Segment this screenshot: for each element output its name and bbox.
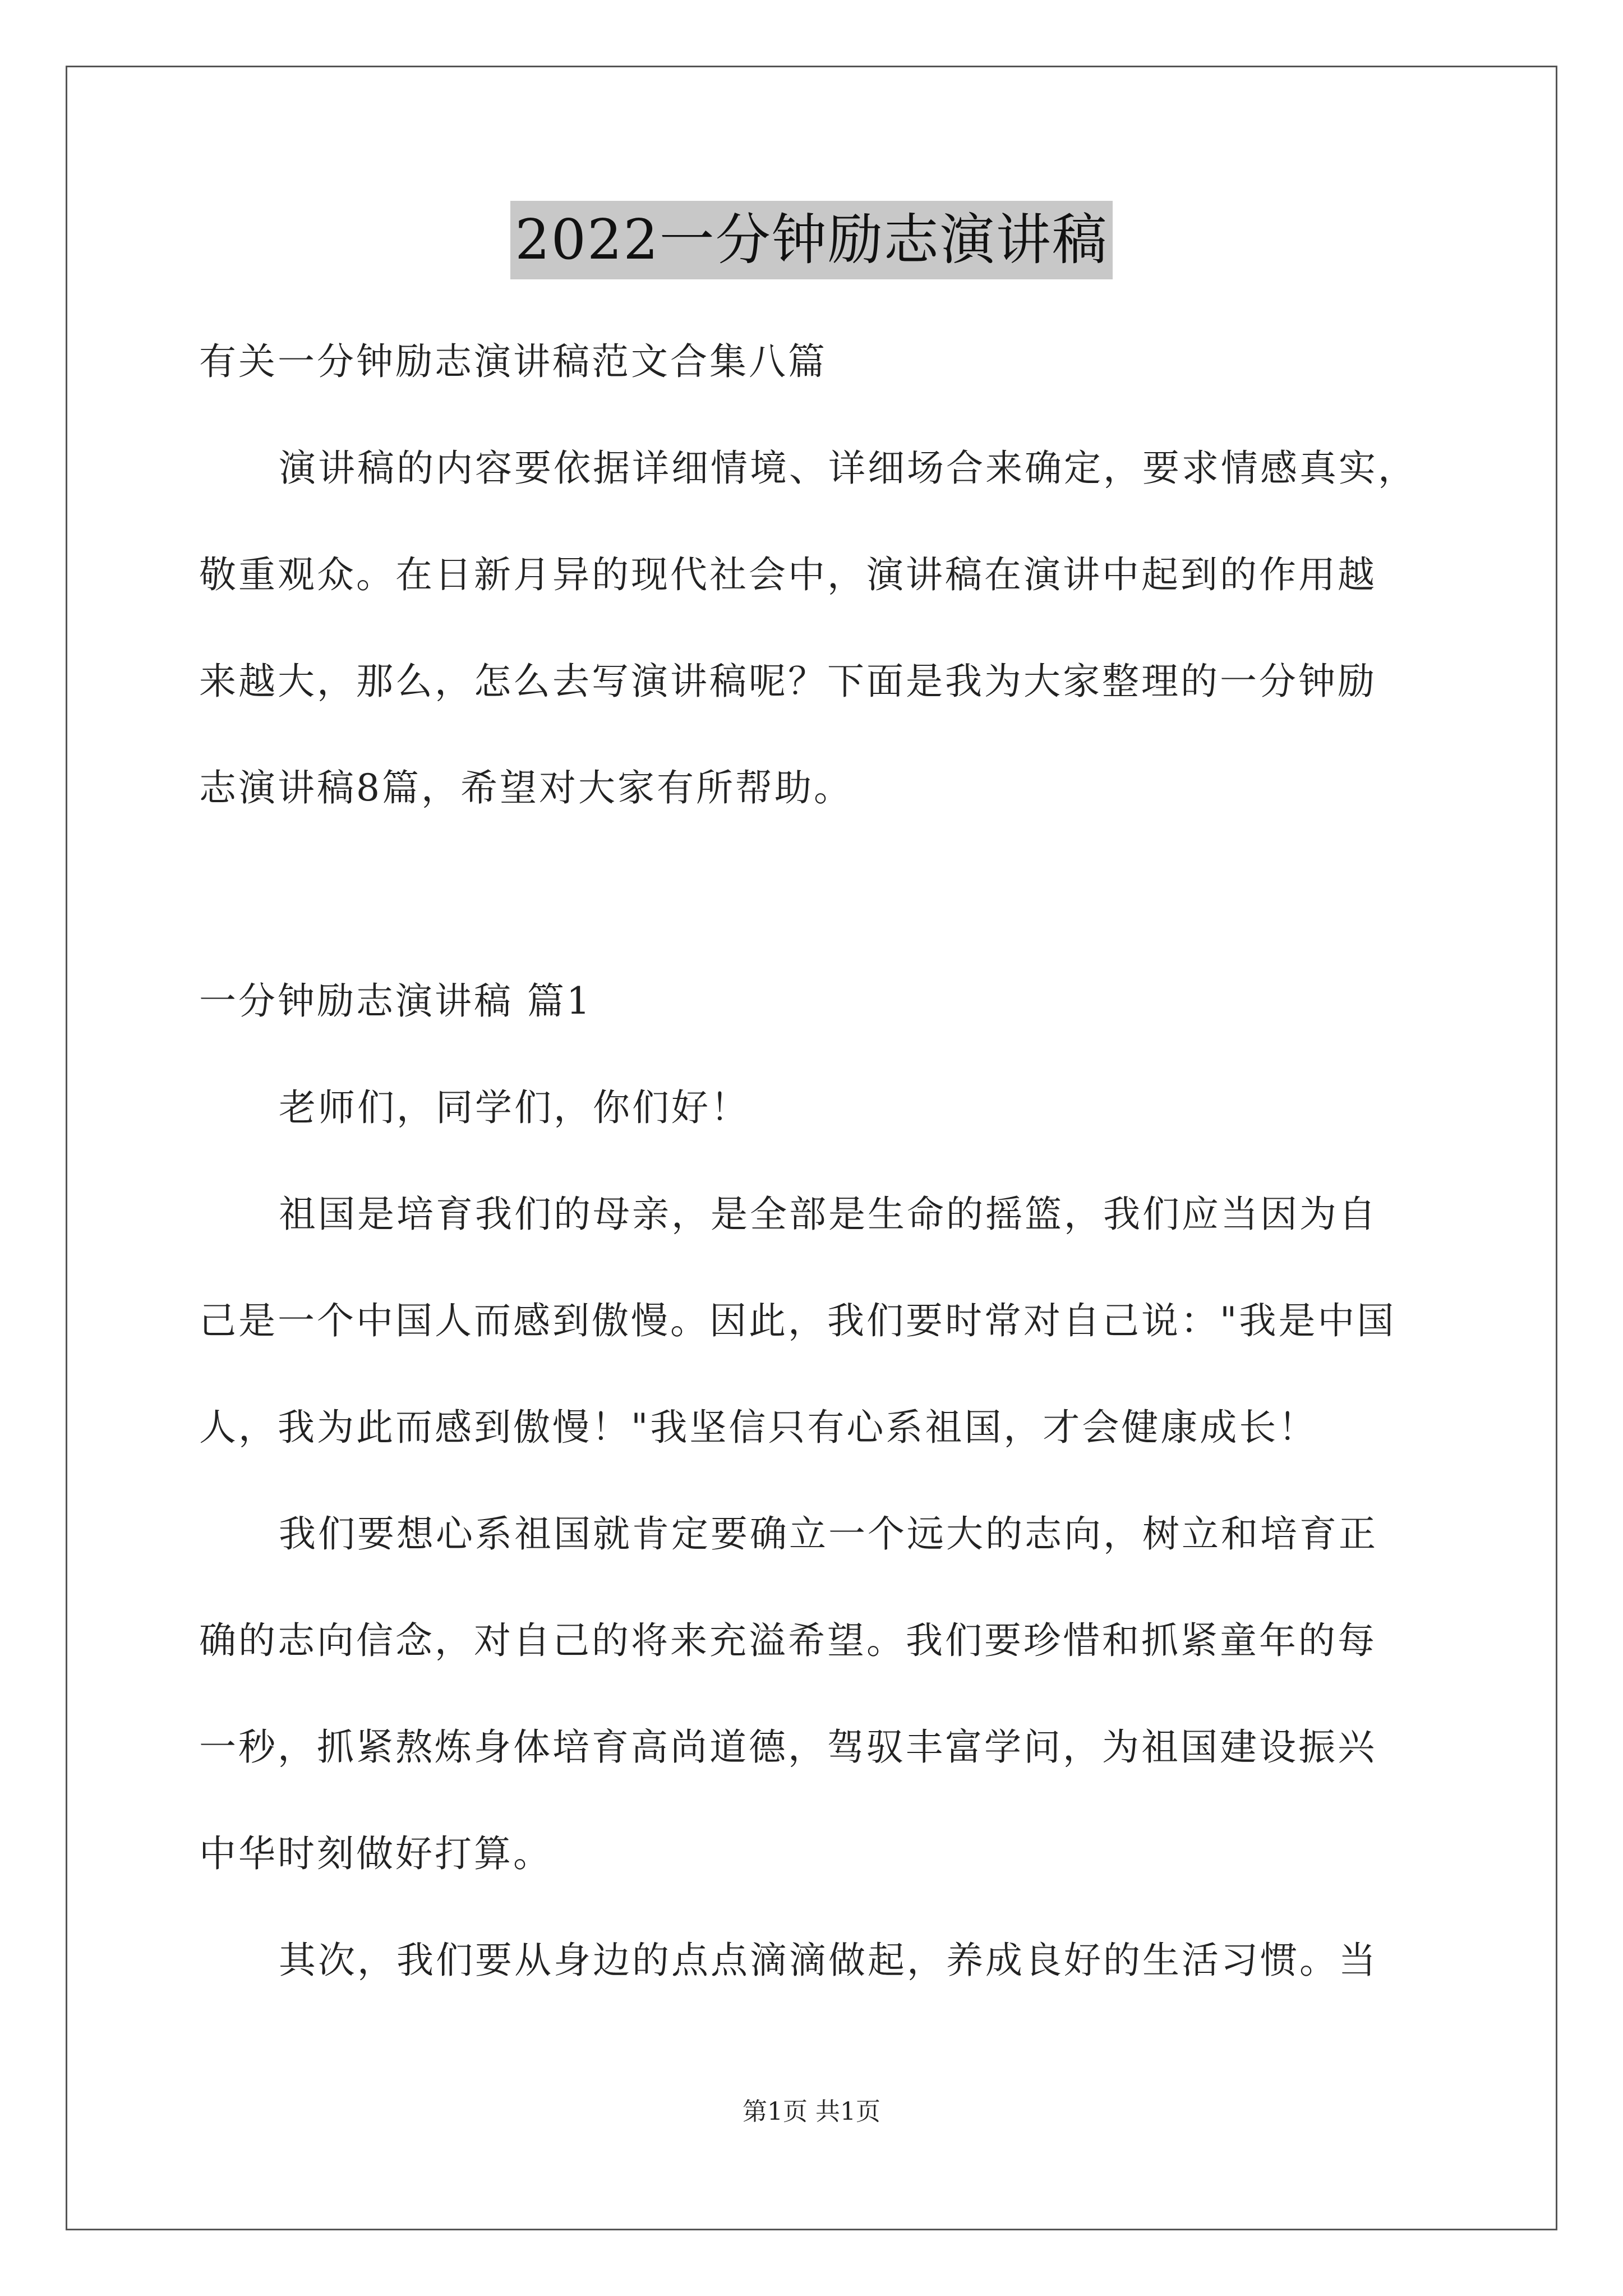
- paragraph-line: 中华时刻做好打算。: [199, 1832, 552, 1875]
- paragraph-line: 确的志向信念，对自己的将来充溢希望。我们要珍惜和抓紧童年的每: [199, 1619, 1377, 1662]
- paragraph-line: 我们要想心系祖国就肯定要确立一个远大的志向，树立和培育正: [279, 1512, 1378, 1556]
- blank-line: [199, 841, 1433, 948]
- paragraph-line: 人，我为此而感到傲慢！"我坚信只有心系祖国，才会健康成长！: [199, 1406, 1318, 1449]
- paragraph-line: 己是一个中国人而感到傲慢。因此，我们要时常对自己说："我是中国: [199, 1299, 1396, 1342]
- intro-line: 演讲稿的内容要依据详细情境、详细场合来确定，要求情感真实，: [279, 447, 1417, 490]
- intro-line: 志演讲稿8篇，希望对大家有所帮助。: [199, 766, 853, 809]
- document-subtitle: 有关一分钟励志演讲稿范文合集八篇: [199, 340, 827, 383]
- section-heading: 一分钟励志演讲稿 篇1: [199, 979, 592, 1023]
- page-footer: 第1页 共1页: [743, 2097, 880, 2126]
- intro-line: 来越大，那么，怎么去写演讲稿呢？下面是我为大家整理的一分钟励: [199, 660, 1377, 703]
- document-title: 2022一分钟励志演讲稿: [510, 201, 1112, 279]
- paragraph-line: 祖国是培育我们的母亲，是全部是生命的摇篮，我们应当因为自: [279, 1193, 1378, 1236]
- paragraph-line: 一秒，抓紧熬炼身体培育高尚道德，驾驭丰富学问，为祖国建设振兴: [199, 1726, 1377, 1769]
- greeting-line: 老师们，同学们，你们好！: [279, 1086, 750, 1129]
- intro-line: 敬重观众。在日新月异的现代社会中，演讲稿在演讲中起到的作用越: [199, 553, 1377, 596]
- paragraph-line: 其次，我们要从身边的点点滴滴做起，养成良好的生活习惯。当: [279, 1939, 1378, 1982]
- title-container: [0, 201, 1623, 279]
- document-body: [199, 309, 1433, 2014]
